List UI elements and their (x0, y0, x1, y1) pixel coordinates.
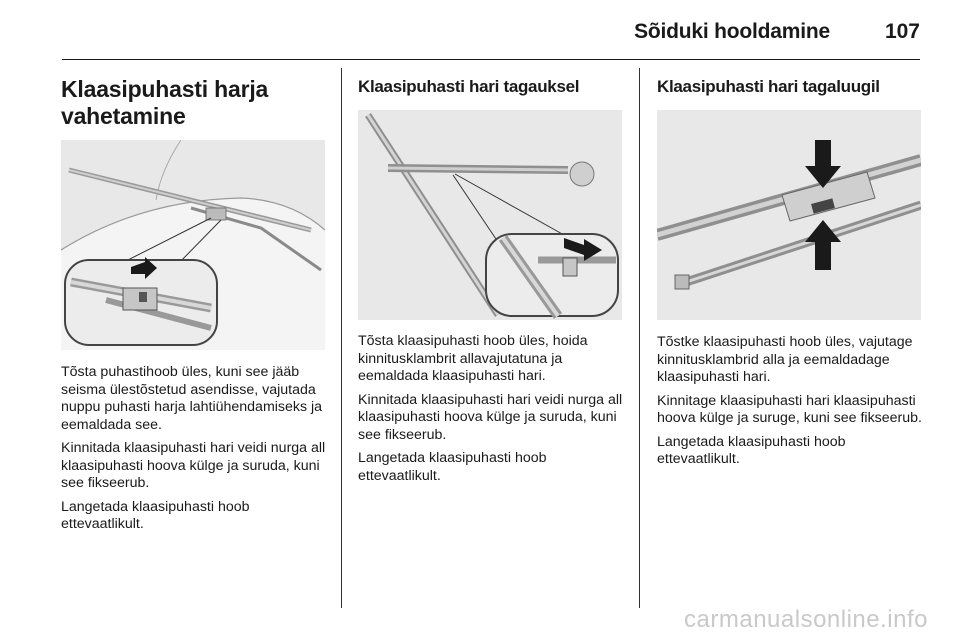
figure-tailgate-wiper (657, 110, 921, 320)
paragraph: Tõsta klaasipuhasti hoob üles, hoida kinnitusklambrit allavajutatuna ja eemaldada klaasipuhasti hari. (358, 333, 588, 384)
paragraph: Langetada klaasipuhasti hoob ettevaatlikult. (61, 498, 250, 532)
windscreen-wiper-illustration (61, 140, 325, 350)
column-heading: Klaasipuhasti hari tagaluugil (657, 77, 880, 96)
paragraph: Tõstke klaasipuhasti hoob üles, vajutage kinnitusklambrid alla ja eemaldadage klaasipuhasti hari. (657, 334, 913, 385)
paragraph: Langetada klaasipuhasti hoob ettevaatlikult. (657, 433, 846, 467)
column-heading: Klaasipuhasti harja vahetamine (61, 76, 269, 129)
rear-door-wiper-illustration (358, 110, 622, 320)
header-rule (62, 59, 920, 60)
column-divider (639, 68, 640, 608)
paragraph: Kinnitada klaasipuhasti hari veidi nurga all klaasipuhasti hoova külge ja suruda, kuni see fikseerub. (358, 391, 623, 443)
column-divider (341, 68, 342, 608)
page-number: 107 (884, 20, 920, 43)
column-windscreen-wiper (61, 76, 327, 540)
paragraph: Tõsta puhastihoob üles, kuni see jääb seisma ülestõstetud asendisse, vajutada nuppu puhasti harja lahtiühendamiseks ja eemaldada see. (61, 364, 323, 433)
watermark: carmanualsonline.info (684, 606, 928, 633)
column-tailgate-wiper (657, 76, 923, 475)
paragraph: Kinnitage klaasipuhasti hari klaasipuhasti hoova külge ja suruge, kuni see fikseerub. (657, 392, 922, 426)
tailgate-wiper-illustration (657, 110, 921, 320)
paragraph: Langetada klaasipuhasti hoob ettevaatlikult. (358, 450, 547, 484)
figure-windscreen-wiper (61, 140, 325, 350)
paragraph: Kinnitada klaasipuhasti hari veidi nurga all klaasipuhasti hoova külge ja suruda, kuni see fikseerub. (61, 440, 326, 491)
column-heading: Klaasipuhasti hari tagauksel (358, 77, 580, 96)
figure-rear-door-wiper (358, 110, 622, 320)
column-rear-door-wiper (358, 76, 624, 491)
section-title: Sõiduki hooldamine (634, 20, 830, 43)
